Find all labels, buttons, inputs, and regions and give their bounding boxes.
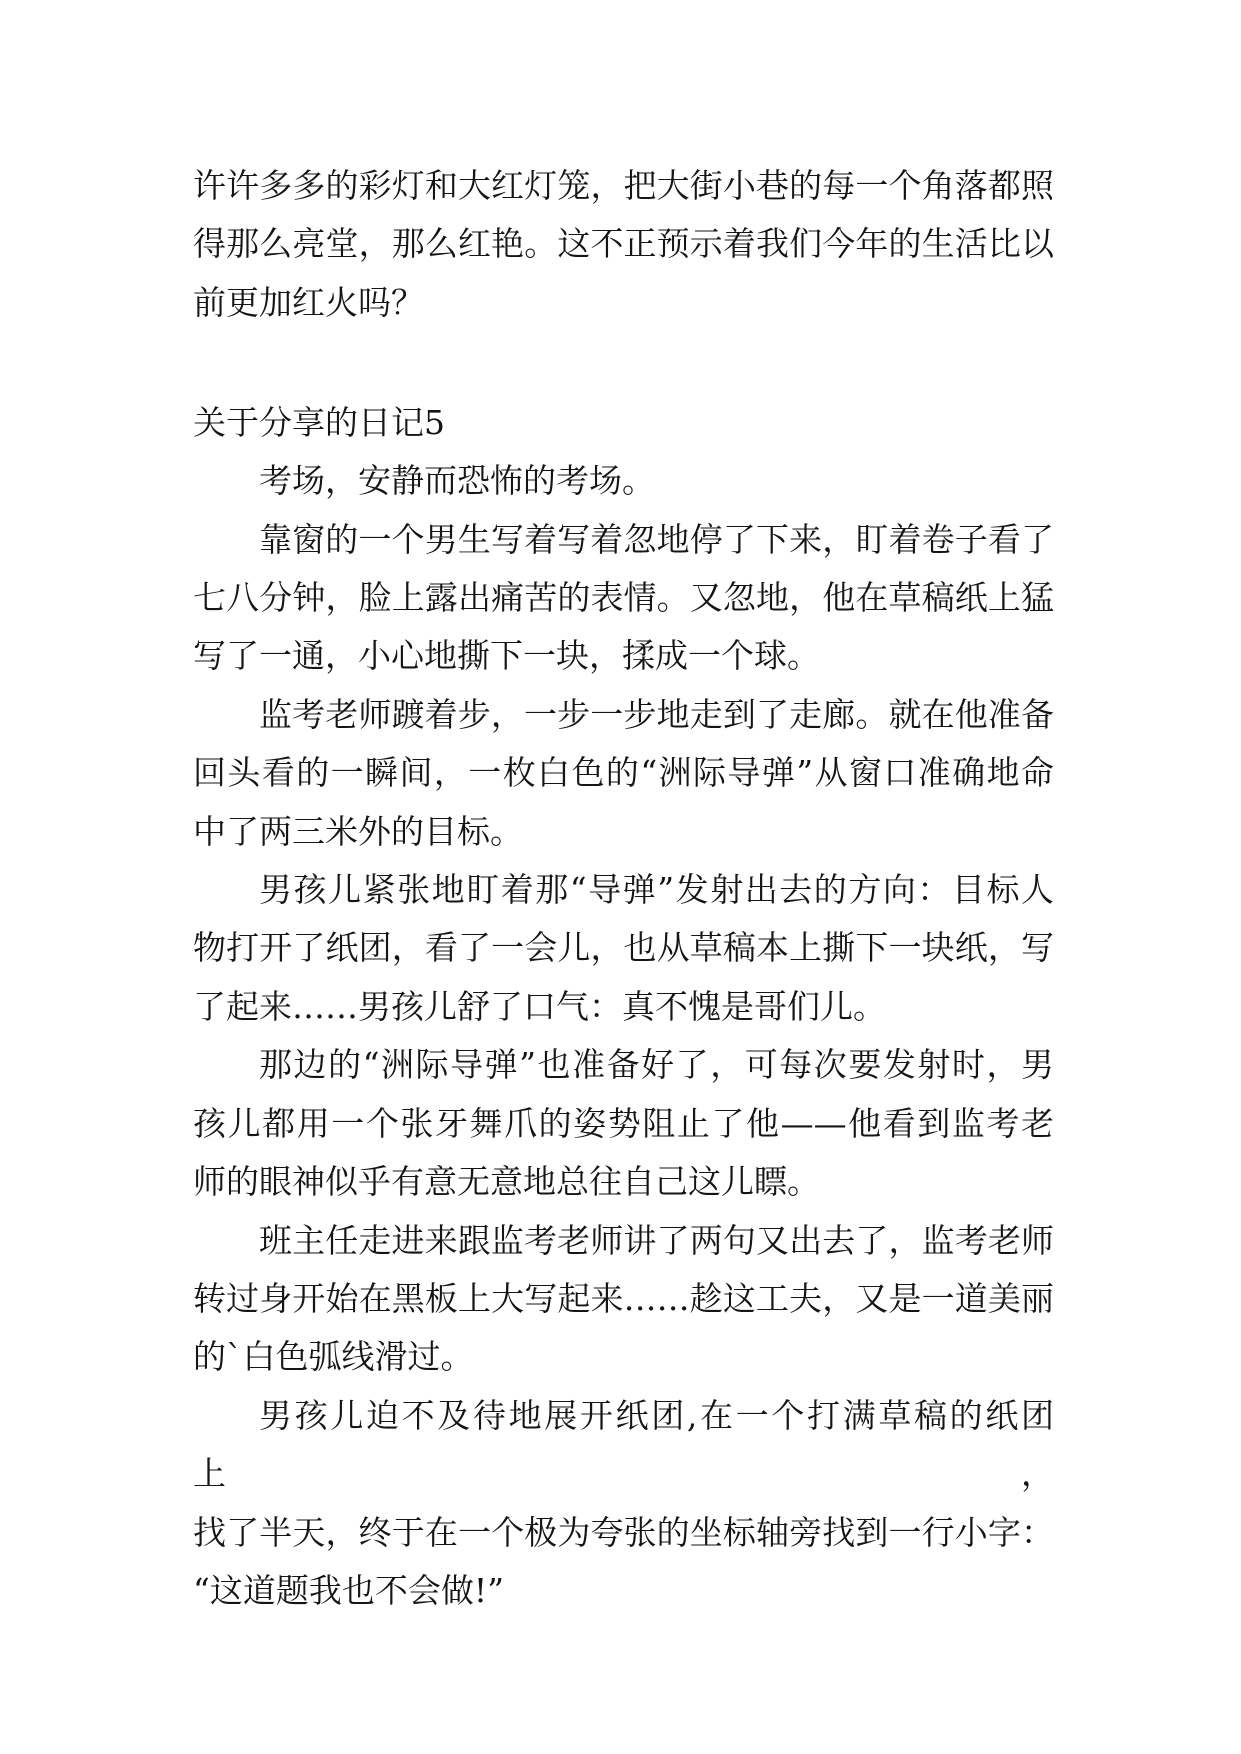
paragraph-line: 物打开了纸团，看了一会儿，也从草稿本上撕下一块纸，写 (193, 928, 1054, 968)
paragraph (193, 1212, 1054, 1387)
paragraph-line: 中了两三米外的目标。 (193, 811, 523, 851)
paragraph-line: 靠窗的一个男生写着写着忽地停了下来，盯着卷子看了 (259, 519, 1054, 559)
document-body (193, 157, 1054, 1620)
intro-paragraph (193, 157, 1054, 332)
paragraph (193, 1036, 1054, 1211)
paragraph-line: 了起来……男孩儿舒了口气：真不愧是哥们儿。 (193, 986, 886, 1026)
paragraph-line: 的`白色弧线滑过。 (193, 1337, 474, 1377)
paragraph-line: 转过身开始在黑板上大写起来……趁这工夫，又是一道美丽 (193, 1278, 1054, 1318)
paragraph-line: 孩儿都用一个张牙舞爪的姿势阻止了他——他看到监考老 (193, 1103, 1054, 1143)
paragraph (193, 861, 1054, 1036)
paragraph-line: 前更加红火吗？ (193, 282, 424, 322)
paragraph-line: “这道题我也不会做!” (193, 1570, 505, 1610)
paragraph-line: 得那么亮堂，那么红艳。这不正预示着我们今年的生活比以 (193, 224, 1054, 264)
paragraph (193, 452, 1054, 510)
paragraph-line: 七八分钟，脸上露出痛苦的表情。又忽地，他在草稿纸上猛 (193, 578, 1054, 618)
paragraph-line: 那边的“洲际导弹”也准备好了，可每次要发射时，男 (259, 1045, 1054, 1085)
paragraph (193, 686, 1054, 861)
paragraph-line: 师的眼神似乎有意无意地总往自己这儿瞟。 (193, 1162, 820, 1202)
paragraph-line: 男孩儿紧张地盯着那“导弹”发射出去的方向：目标人 (259, 870, 1054, 910)
paragraph-line: 考场，安静而恐怖的考场。 (259, 461, 655, 501)
paragraph-line: 找了半天，终于在一个极为夸张的坐标轴旁找到一行小字： (193, 1512, 1054, 1552)
paragraph-line: 监考老师踱着步，一步一步地走到了走廊。就在他准备 (259, 694, 1054, 734)
paragraph (193, 511, 1054, 686)
paragraph-line: 写了一通，小心地撕下一块，揉成一个球。 (193, 636, 820, 676)
paragraph-line: 回头看的一瞬间，一枚白色的“洲际导弹”从窗口准确地命 (193, 753, 1054, 793)
diary-title: 关于分享的日记5 (193, 402, 445, 442)
paragraph-line: 许许多多的彩灯和大红灯笼，把大街小巷的每一个角落都照 (193, 166, 1054, 205)
paragraph-line: 男孩儿迫不及待地展开纸团,在一个打满草稿的纸团上， (193, 1395, 1054, 1494)
paragraph-line: 班主任走进来跟监考老师讲了两句又出去了，监考老师 (259, 1220, 1054, 1260)
paragraph (193, 1387, 1054, 1621)
